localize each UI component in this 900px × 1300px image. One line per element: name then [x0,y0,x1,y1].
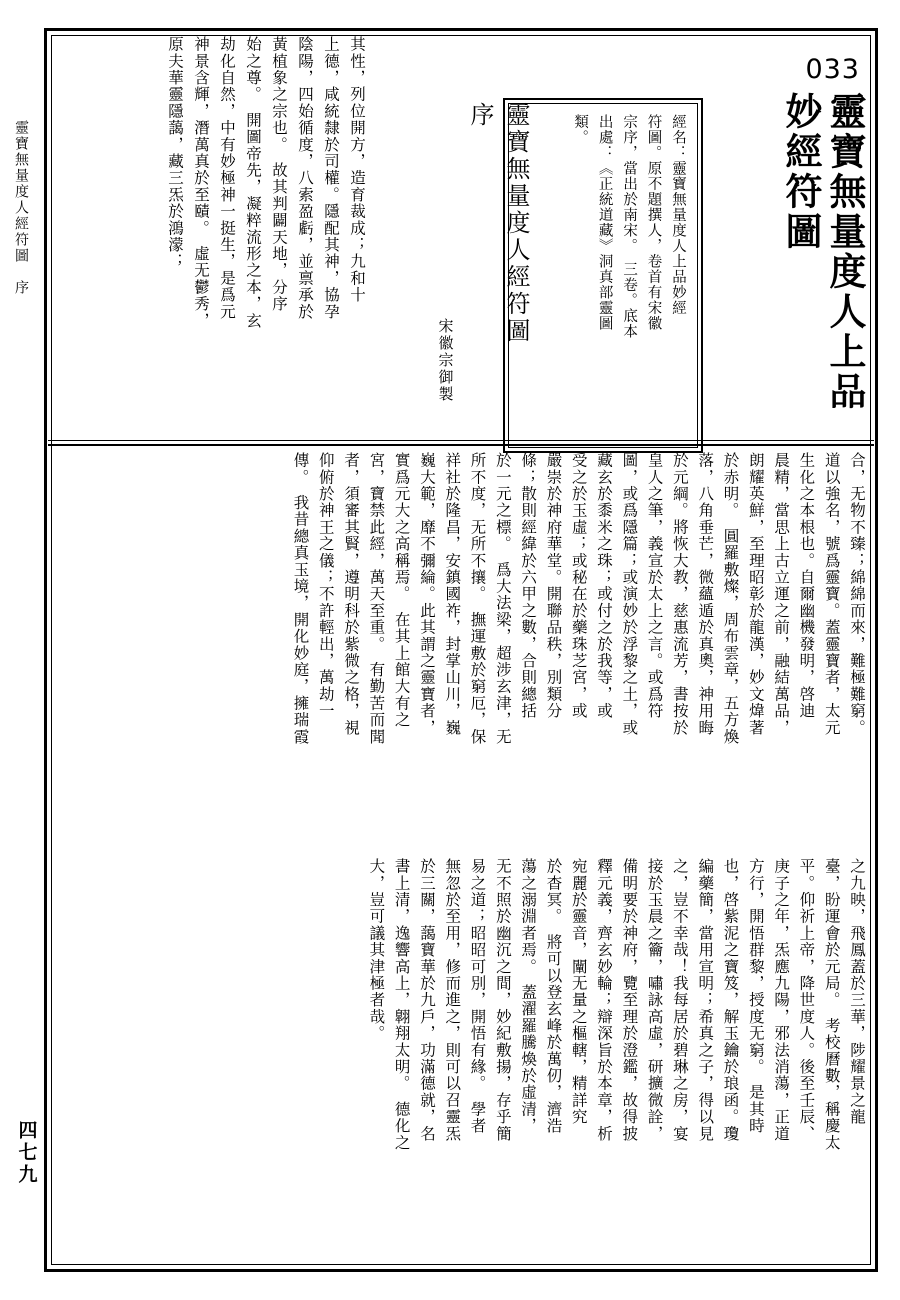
text-column: 實爲元大之高稱焉。 在其上館大有之 [392,452,411,729]
running-title: 靈寶無量度人經符圖 序 [13,120,29,296]
text-column: 所不度，无所不攘。 撫運敷於窮厄，保 [468,452,487,745]
text-column: 原夫華靈隱藹，藏三炁於鴻濛； [166,36,184,270]
text-column: 晨精，當思上古立運之前，融結萬品， [772,452,791,736]
preface-body [56,36,368,434]
text-column: 平。仰祈上帝，降世度人。後至壬辰、 [797,858,816,1142]
text-column: 傳。 我昔總真玉境，開化妙庭，擁瑞霞 [291,452,310,745]
text-column: 也，啓紫泥之寶笈，解玉鑰於琅函。瓊 [721,858,740,1142]
text-column: 劫化自然，中有妙極神一挺生，是爲元 [218,36,236,320]
text-column: 嚴崇於神府華堂。開聯品秩，別類分 [544,452,563,720]
text-column: 陰陽，四始循度，八索盈虧，並禀承於 [296,36,314,320]
text-column: 无不照於幽沉之間，妙紀敷揚，存乎簡 [493,858,512,1142]
page-title: 靈寶無量度人上品 [823,92,867,412]
body-upper-block [56,452,868,852]
text-column: 黃植象之宗也。 故其判闢天地，分序 [270,36,288,313]
text-column: 上德，咸統隸於司權。隱配其神，協孕 [322,36,340,320]
text-column: 庚子之年，炁應九陽，邪法消蕩，正道 [772,858,791,1142]
text-column: 宮，寶禁此經，萬天至重。 有勤苦而聞 [367,452,386,745]
text-column: 於元綱。將恢大教，慈惠流芳，書按於 [670,452,689,736]
section-divider-thick [48,444,874,446]
text-column: 臺，盼運會於元局。 考校曆數，稱慶太 [822,858,841,1151]
text-column: 蕩之溺淵者焉。 蓋濯羅騰煥於虛清， [519,858,538,1135]
text-column: 無忽於至用，修而進之，則可以召靈炁 [443,858,462,1142]
text-column: 皇人之筆，義宣於太上之言。或爲符 [645,452,664,720]
document-number: 033 [805,54,860,85]
text-column: 藏玄於黍米之珠；或付之於我等，或 [595,452,614,720]
text-column: 備明要於神府，覽至理於澄鑑，故得披 [620,858,639,1142]
text-column: 始之尊。 開圖帝先，凝粹流形之本，玄 [244,36,262,329]
text-column: 釋元義，齊玄妙輪；辯深旨於本章，析 [595,858,614,1142]
text-column: 仰俯於神王之儀；不許輕出，萬劫一 [316,452,335,720]
text-column: 者，須審其賢，遵明科於紫微之格，視 [342,452,361,736]
text-column: 於杳冥。 將可以登玄峰於萬仞，濟浩 [544,858,563,1135]
text-column: 生化之本根也。自爾幽機發明，啓迪 [797,452,816,720]
page-number: 四七九 [15,1120,38,1186]
text-column: 朗耀英鮮，至理昭彰於龍漢，妙文煒著 [746,452,765,736]
text-column: 受之於玉虛；或秘在於藥珠芝宮，或 [569,452,588,720]
text-column: 之九映，飛鳳蓋於三華，陟耀景之龍 [848,858,866,1126]
preface-title: 靈寶無量度人經符圖序 [466,102,530,345]
note-line: 類。 [572,114,589,145]
text-column: 於三關，藹寶華於九戶，功滿德就，名 [417,858,436,1142]
text-column: 道以強名，號爲靈寶。蓋靈寶者，太元 [822,452,841,736]
text-column: 其性，列位開方，造育裁成；九和十 [348,36,366,304]
preface-author: 宋徽宗御製 [436,318,455,403]
text-column: 巍大範，靡不彌綸。此其謂之靈寶者， [417,452,436,736]
text-column: 方行，開悟群黎，授度无窮。 是其時 [746,858,765,1135]
text-column: 宛麗於靈音，闡无量之樞轄，精詳究 [569,858,588,1126]
text-column [261,452,286,852]
section-divider [48,440,874,441]
bibliographic-note-inner [508,103,698,448]
text-column: 圖，或爲隱篇；或演妙於浮黎之土，或 [620,452,639,736]
text-column: 之，豈不幸哉！我每居於碧琳之房，宴 [670,858,689,1142]
text-column: 編藥簡，當用宣明；希真之子，得以見 [696,858,715,1142]
note-line: 經名：靈寶無量度人上品妙經 [670,114,686,316]
text-column: 接於玉晨之籥，嘯詠高虛，研擴微詮， [645,858,664,1142]
text-column: 祥社於隆昌，安鎮國祚，封掌山川，巍 [443,452,462,736]
note-line: 宗序，當出於南宋。 三卷。底本 [621,114,638,340]
body-lower-block [56,858,868,1260]
text-column: 於赤明。 圓羅敷燦，周布雲章，五方煥 [721,452,740,745]
note-line: 出處：《正統道藏》洞真部靈圖 [596,114,613,331]
page-title-secondary: 妙經符圖 [779,92,823,252]
text-column: 於一元之標。 爲大法梁，超涉玄津，无 [493,452,512,745]
text-column [337,858,362,1260]
text-column: 易之道；昭昭可別，開悟有緣。 學者 [468,858,487,1135]
text-column: 神景含輝，潛萬真於至賾。 虛无鬱秀， [192,36,210,329]
note-line: 符圖。原不題撰人，卷首有宋徽 [645,114,662,331]
text-column: 書上清，逸響高上，翺翔太明。 德化之 [392,858,411,1151]
text-column: 落，八角垂芒，微蘊遁於真奧，神用晦 [696,452,715,736]
text-column: 合，无物不臻；綿綿而來，難極難窮。 [848,452,866,736]
text-column: 大，豈可議其津極者哉。 [367,858,386,1042]
text-column: 條；散則經緯於六甲之數，合則總括 [519,452,538,720]
